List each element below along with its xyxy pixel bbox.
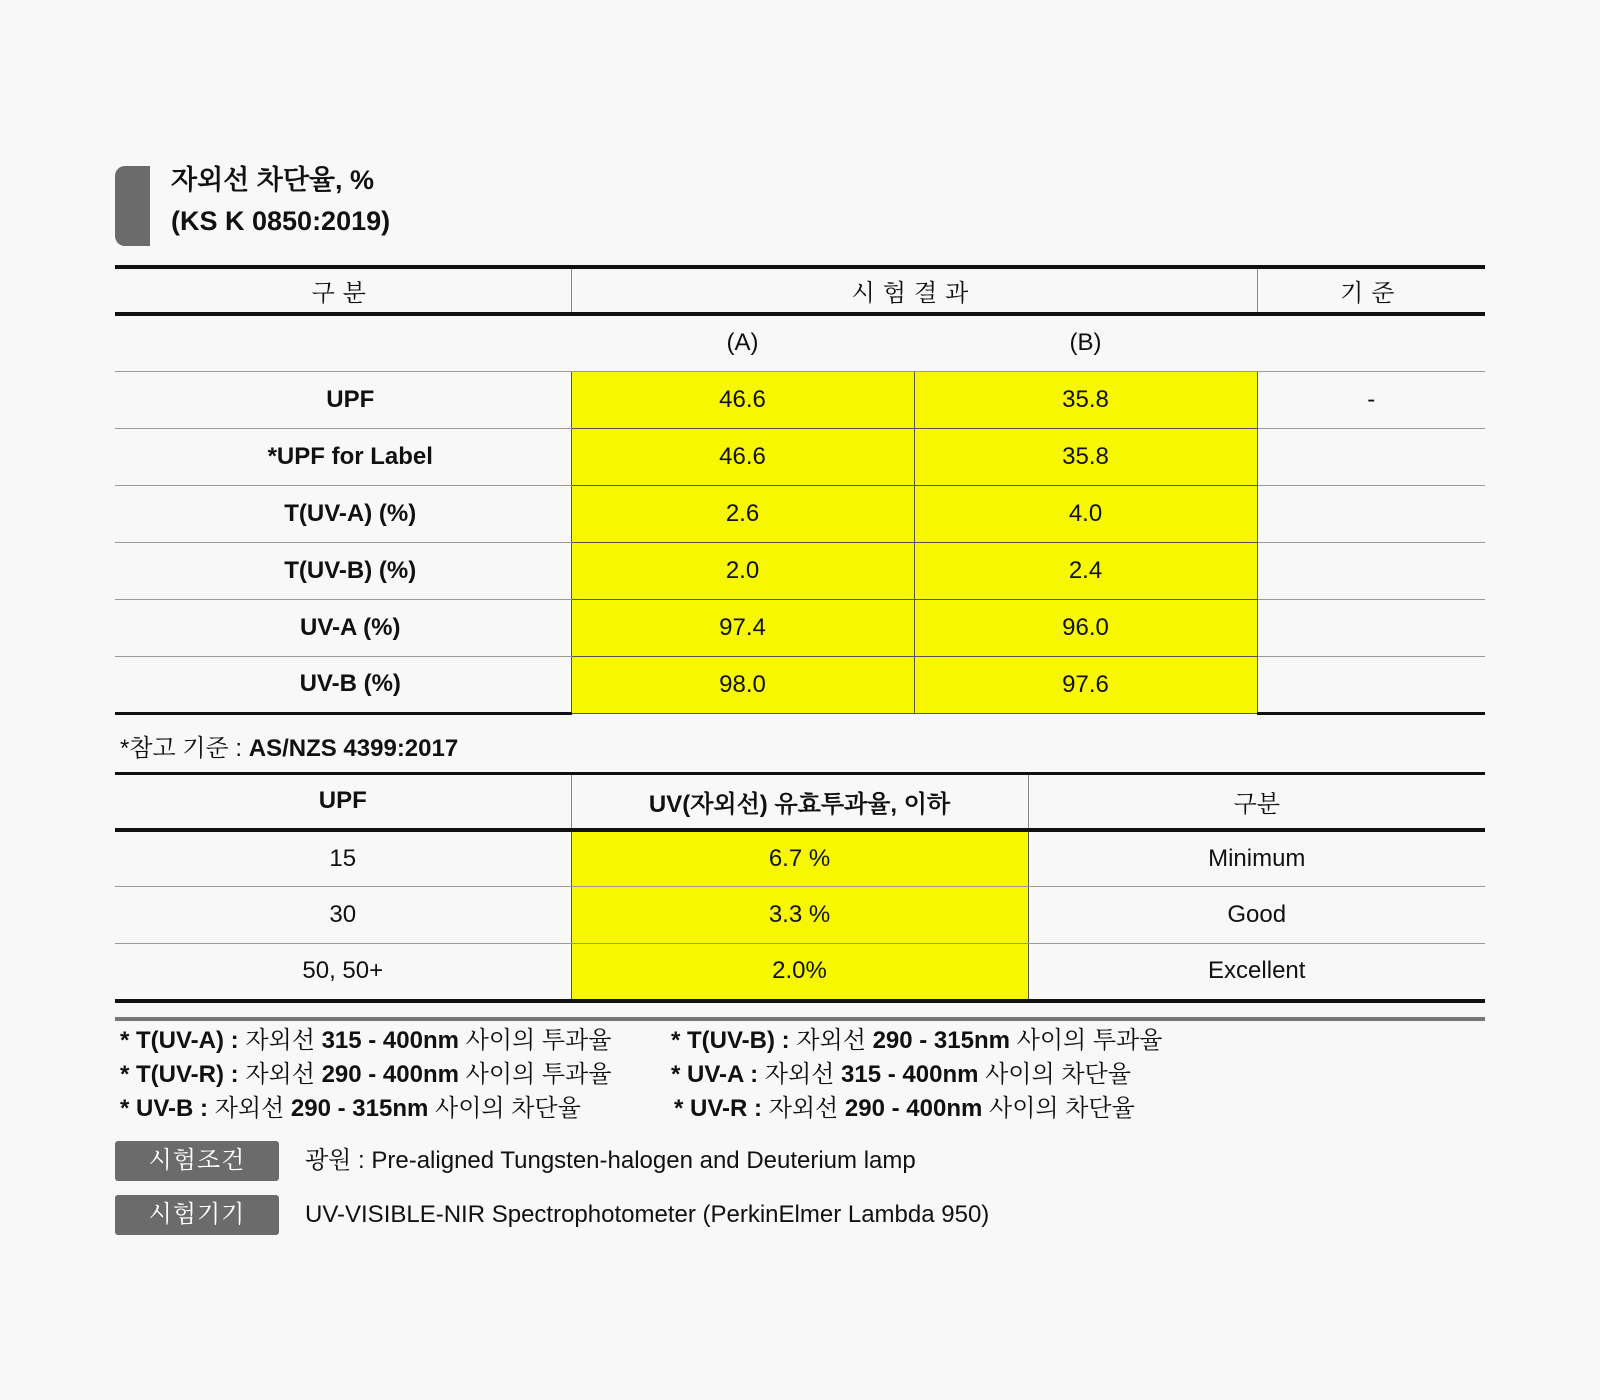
definition-key: * UV-B : xyxy=(120,1095,215,1122)
row-label: T(UV-A) (%) xyxy=(115,485,571,542)
subheader-a: (A) xyxy=(571,314,914,371)
test-equipment-tag: 시험기기 xyxy=(115,1195,279,1235)
test-condition-tag: 시험조건 xyxy=(115,1141,279,1181)
row-label: UV-A (%) xyxy=(115,599,571,656)
table-row xyxy=(115,428,1485,485)
title-accent-bar xyxy=(115,166,150,246)
row-label: UV-B (%) xyxy=(115,656,571,713)
value-a: 2.6 xyxy=(571,485,914,542)
value-a: 98.0 xyxy=(571,656,914,713)
value-a: 97.4 xyxy=(571,599,914,656)
value-standard: - xyxy=(1257,371,1485,428)
subheader-b: (B) xyxy=(914,314,1257,371)
value-b: 2.4 xyxy=(914,542,1257,599)
value-standard xyxy=(1257,599,1485,656)
definition-key: * T(UV-R) : xyxy=(120,1061,246,1088)
value-b: 35.8 xyxy=(914,428,1257,485)
row-label: *UPF for Label xyxy=(115,428,571,485)
value-standard xyxy=(1257,542,1485,599)
row-label: T(UV-B) (%) xyxy=(115,542,571,599)
table-row xyxy=(115,830,1485,887)
reference-note xyxy=(120,728,458,763)
definition-text: 사이의 투과율 xyxy=(1009,1027,1163,1054)
definition-text: 사이의 차단율 xyxy=(428,1095,581,1122)
value-standard xyxy=(1257,428,1485,485)
header-results: 시험결과 xyxy=(571,267,1257,314)
definition-item xyxy=(671,1024,1162,1058)
definition-range: 315 - 400nm xyxy=(321,1027,459,1054)
definition-range: 290 - 315nm xyxy=(872,1027,1010,1054)
definition-item xyxy=(671,1058,1131,1092)
definition-range: 290 - 400nm xyxy=(321,1061,459,1088)
test-equipment-value: UV-VISIBLE-NIR Spectrophotometer (PerkinElmer Lambda 950) xyxy=(305,1201,990,1228)
grade-table xyxy=(115,772,1485,1003)
header-standard: 기준 xyxy=(1257,267,1485,314)
value-a: 2.0 xyxy=(571,542,914,599)
definition-text: 사이의 차단율 xyxy=(978,1061,1131,1088)
grade-header-category: 구분 xyxy=(1028,774,1485,830)
title-line-1: 자외선 차단율, % xyxy=(171,165,375,195)
grade-upf: 30 xyxy=(115,887,571,944)
value-standard xyxy=(1257,656,1485,713)
table-row xyxy=(115,542,1485,599)
title-line-2: (KS K 0850:2019) xyxy=(171,206,391,236)
definition-text: 자외선 xyxy=(245,1027,322,1054)
value-b: 97.6 xyxy=(914,656,1257,713)
grade-header-row xyxy=(115,774,1485,830)
definition-key: * UV-A : xyxy=(671,1061,765,1088)
definition-text: 자외선 xyxy=(764,1061,842,1088)
table-row xyxy=(115,485,1485,542)
grade-header-uv: UV(자외선) 유효투과율, 이하 xyxy=(571,774,1028,830)
definition-range: 290 - 400nm xyxy=(844,1095,983,1122)
value-a: 46.6 xyxy=(571,428,914,485)
definition-text: 자외선 xyxy=(214,1095,291,1122)
definition-text: 사이의 차단율 xyxy=(982,1095,1135,1122)
definition-text: 자외선 xyxy=(796,1027,873,1054)
definition-item xyxy=(120,1058,611,1092)
value-standard xyxy=(1257,485,1485,542)
definition-key: * T(UV-B) : xyxy=(671,1027,797,1054)
grade-upf: 50, 50+ xyxy=(115,944,571,1001)
grade-category: Minimum xyxy=(1028,830,1485,887)
subheader-empty xyxy=(115,314,571,371)
row-label: UPF xyxy=(115,371,571,428)
value-a: 46.6 xyxy=(571,371,914,428)
definition-text: 자외선 xyxy=(245,1061,322,1088)
grade-category: Good xyxy=(1028,887,1485,944)
grade-upf: 15 xyxy=(115,830,571,887)
definition-text: 사이의 투과율 xyxy=(458,1027,612,1054)
definition-item xyxy=(674,1092,1135,1126)
header-category: 구분 xyxy=(115,267,571,314)
table-row xyxy=(115,887,1485,944)
table-row xyxy=(115,656,1485,713)
definition-text: 사이의 투과율 xyxy=(458,1061,612,1088)
value-b: 96.0 xyxy=(914,599,1257,656)
results-header-row xyxy=(115,267,1485,314)
definition-key: * UV-R : xyxy=(674,1095,769,1122)
results-table xyxy=(115,265,1485,715)
reference-standard: AS/NZS 4399:2017 xyxy=(248,735,459,762)
results-subheader-row xyxy=(115,314,1485,371)
definition-item xyxy=(120,1092,581,1126)
test-condition-value: 광원 : Pre-aligned Tungsten-halogen and Deuterium lamp xyxy=(305,1147,916,1174)
table-row xyxy=(115,371,1485,428)
grade-uv: 3.3 % xyxy=(571,887,1028,944)
grade-uv: 6.7 % xyxy=(571,830,1028,887)
divider xyxy=(115,1017,1485,1021)
value-b: 4.0 xyxy=(914,485,1257,542)
definition-range: 315 - 400nm xyxy=(841,1061,979,1088)
value-b: 35.8 xyxy=(914,371,1257,428)
grade-header-upf: UPF xyxy=(115,774,571,830)
definition-key: * T(UV-A) : xyxy=(120,1027,246,1054)
section-title xyxy=(171,160,390,242)
grade-category: Excellent xyxy=(1028,944,1485,1001)
subheader-empty-std xyxy=(1257,314,1485,371)
definition-text: 자외선 xyxy=(768,1095,845,1122)
reference-prefix: *참고 기준 : xyxy=(120,735,249,762)
grade-uv: 2.0% xyxy=(571,944,1028,1001)
table-row xyxy=(115,599,1485,656)
table-row xyxy=(115,944,1485,1001)
definition-range: 290 - 315nm xyxy=(290,1095,429,1122)
definition-item xyxy=(120,1024,611,1058)
